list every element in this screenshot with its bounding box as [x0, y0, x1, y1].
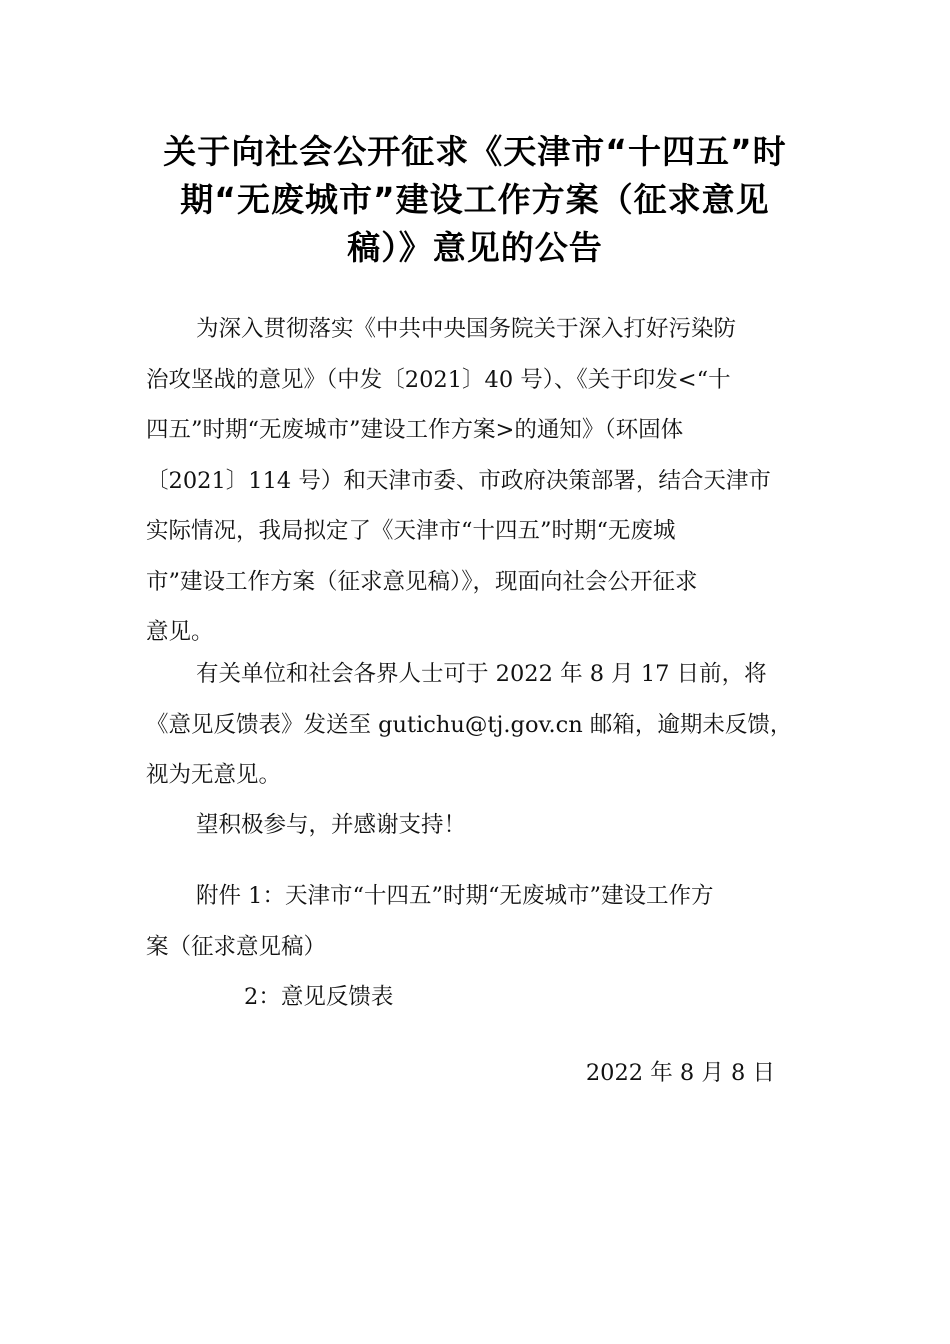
attachment-2 [146, 972, 811, 1023]
attachment-1 [146, 871, 811, 972]
paragraph-line: 视为无意见。 [146, 762, 282, 788]
paragraph-line: 《意见反馈表》发送至 gutichu@tj.gov.cn 邮箱，逾期未反馈， [146, 711, 793, 738]
title-line: 关于向社会公开征求《天津市“十四五”时 [163, 132, 787, 171]
attachment-line: 附件 1：天津市“十四五”时期“无废城市”建设工作方 [196, 883, 714, 909]
paragraph-line: 治攻坚战的意见》（中发〔2021〕40 号）、《关于印发<“十 [146, 366, 731, 393]
paragraph-line: 四五”时期“无废城市”建设工作方案>的通知》（环固体 [146, 417, 684, 443]
announcement-title [135, 128, 815, 272]
issue-date: 2022 年 8 月 8 日 [585, 1060, 775, 1086]
paragraph-line: 〔2021〕114 号）和天津市委、市政府决策部署，结合天津市 [146, 467, 771, 494]
paragraph-line: 实际情况，我局拟定了《天津市“十四五”时期“无废城 [146, 518, 676, 544]
feedback-paragraph [146, 649, 811, 801]
title-line: 稿）》意见的公告 [347, 228, 603, 267]
closing-paragraph [146, 800, 811, 851]
attachment-line: 案（征求意见稿） [146, 933, 327, 960]
paragraph-line: 为深入贯彻落实《中共中央国务院关于深入打好污染防 [196, 316, 737, 342]
paragraph-line: 意见。 [146, 619, 214, 645]
paragraph-line: 市”建设工作方案（征求意见稿）》，现面向社会公开征求 [146, 568, 698, 595]
intro-paragraph [146, 304, 811, 658]
title-line: 期“无废城市”建设工作方案（征求意见 [180, 180, 770, 219]
attachment-line: 2：意见反馈表 [244, 984, 394, 1010]
paragraph-line: 有关单位和社会各界人士可于 2022 年 8 月 17 日前，将 [196, 661, 767, 687]
paragraph-line: 望积极参与，并感谢支持！ [196, 812, 467, 838]
